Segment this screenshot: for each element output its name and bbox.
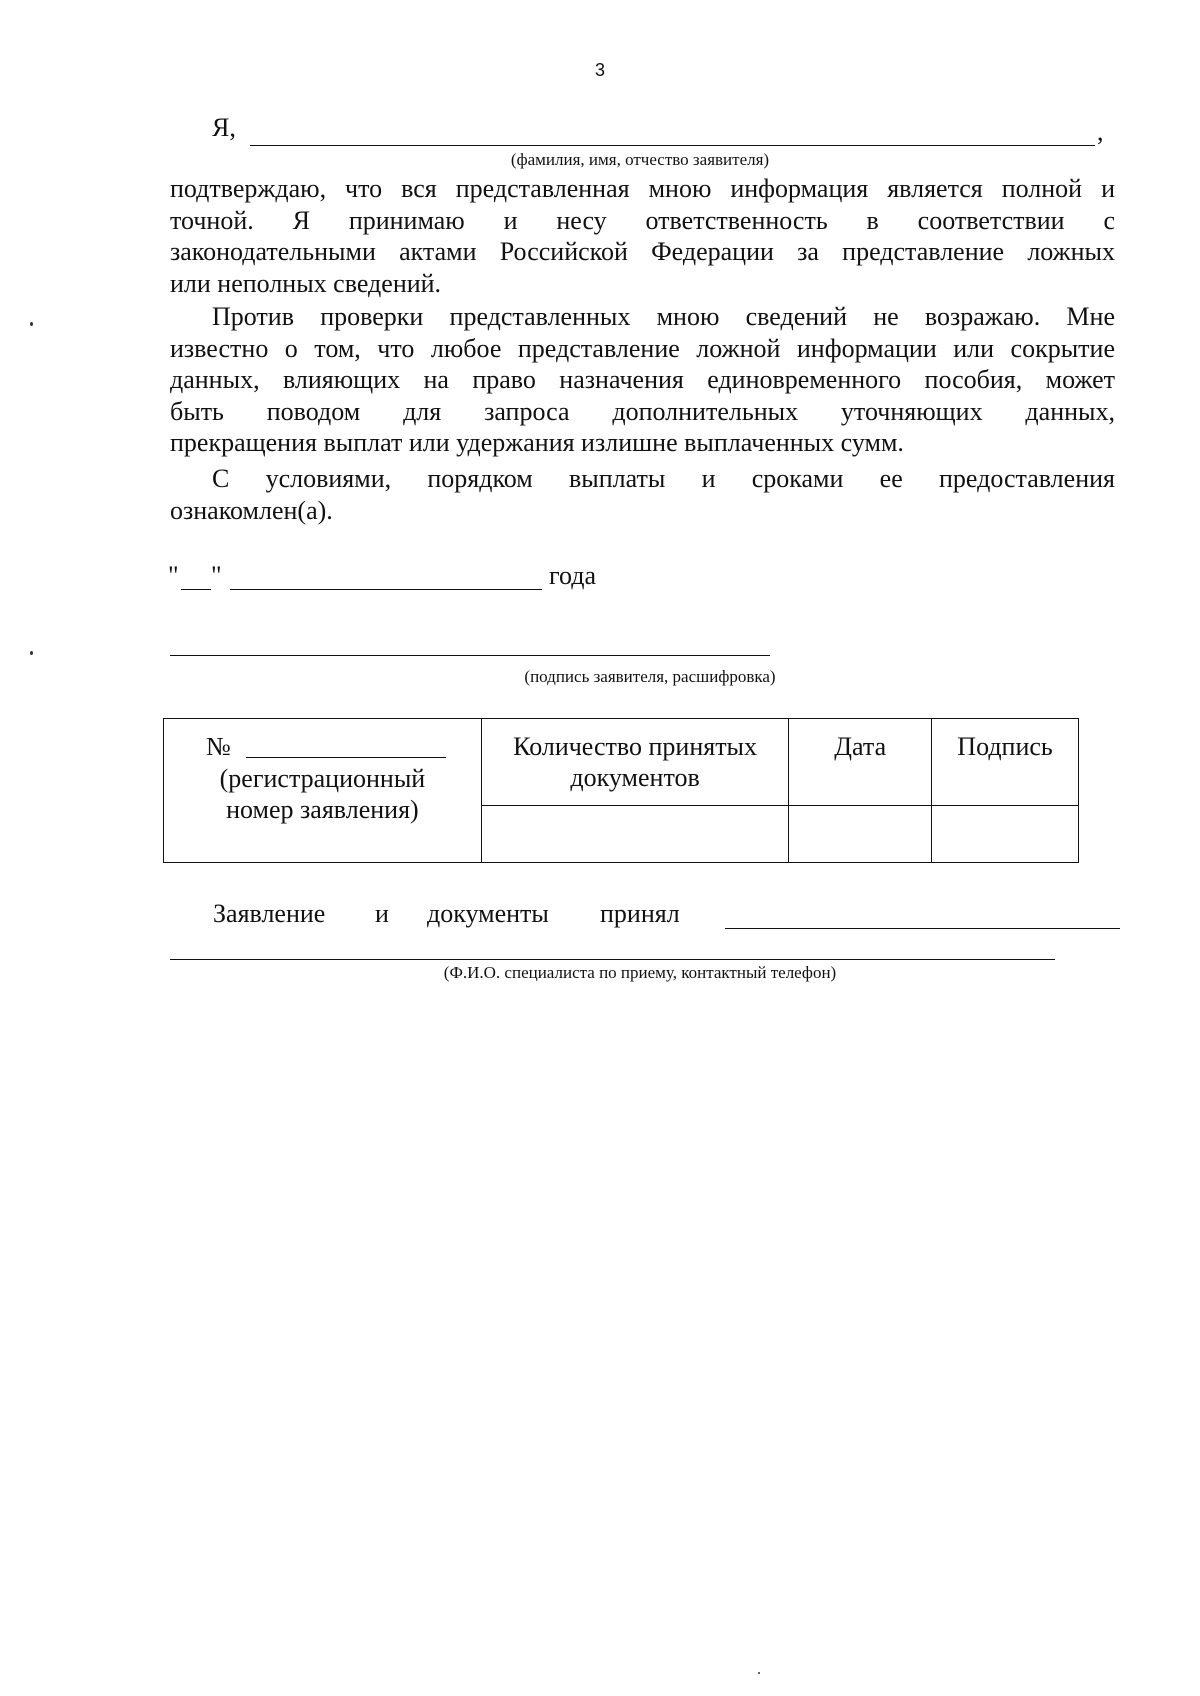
statement-suffix: , bbox=[1097, 117, 1104, 146]
paragraph-line: С условиями, порядком выплаты и сроками ее предоставления bbox=[212, 464, 1115, 493]
header-date: Дата bbox=[789, 719, 932, 806]
acceptance-word: принял bbox=[600, 899, 680, 928]
applicant-name-caption: (фамилия, имя, отчество заявителя) bbox=[510, 150, 770, 169]
acceptor-signature-field[interactable] bbox=[725, 928, 1120, 929]
date-quote-close: " bbox=[211, 561, 222, 590]
acceptance-word: Заявление bbox=[213, 899, 326, 928]
registration-number-cell bbox=[164, 719, 482, 863]
paragraph-line: данных, влияющих на право назначения единовременного пособия, может bbox=[170, 365, 1115, 394]
paragraph-line: прекращения выплат или удержания излишне выплаченных сумм. bbox=[170, 428, 904, 457]
statement-prefix: Я, bbox=[212, 113, 236, 142]
scan-speck bbox=[30, 651, 33, 655]
applicant-signature-field[interactable] bbox=[170, 655, 770, 656]
paragraph-line: ознакомлен(а). bbox=[170, 495, 333, 525]
acceptance-word: и bbox=[375, 899, 389, 928]
date-cell[interactable] bbox=[789, 806, 932, 863]
page-number: 3 bbox=[594, 60, 605, 80]
paragraph-confirmation bbox=[170, 173, 1115, 299]
date-quote-open: " bbox=[168, 561, 179, 590]
acceptor-caption: (Ф.И.О. специалиста по приему, контактный телефон) bbox=[443, 963, 837, 982]
number-sign: № bbox=[206, 732, 231, 761]
scan-speck bbox=[758, 1672, 760, 1674]
paragraph-line: известно о том, что любое представление ложной информации или сокрытие bbox=[170, 333, 1115, 363]
applicant-name-field[interactable] bbox=[250, 145, 1095, 146]
paragraph-line: законодательными актами Российской Федерации за представление ложных bbox=[170, 237, 1115, 266]
paragraph-line: или неполных сведений. bbox=[170, 268, 442, 298]
quantity-cell[interactable] bbox=[481, 806, 788, 863]
date-day-field[interactable] bbox=[181, 589, 211, 590]
registration-table bbox=[163, 718, 1079, 863]
signature-cell[interactable] bbox=[932, 806, 1079, 863]
applicant-signature-caption: (подпись заявителя, расшифровка) bbox=[524, 667, 776, 686]
date-year-word: года bbox=[549, 561, 597, 590]
acceptance-word: документы bbox=[427, 899, 549, 928]
date-month-field[interactable] bbox=[230, 589, 542, 590]
registration-number-field[interactable] bbox=[246, 757, 446, 758]
registration-number-caption: (регистрационный номер заявления) bbox=[219, 764, 426, 824]
paragraph-line: быть поводом для запроса дополнительных уточняющих данных, bbox=[170, 396, 1115, 426]
paragraph-line: Против проверки представленных мною сведений не возражаю. Мне bbox=[212, 302, 1115, 331]
paragraph-verification bbox=[170, 301, 1115, 459]
paragraph-acknowledgement bbox=[170, 463, 1115, 526]
scan-speck bbox=[30, 322, 33, 326]
paragraph-line: подтверждаю, что вся представленная мною информация является полной и bbox=[170, 174, 1115, 203]
paragraph-line: точной. Я принимаю и несу ответственность в соответствии с bbox=[170, 205, 1115, 235]
header-signature: Подпись bbox=[932, 719, 1079, 806]
header-quantity: Количество принятых документов bbox=[481, 719, 788, 806]
acceptor-name-field[interactable] bbox=[170, 959, 1055, 960]
